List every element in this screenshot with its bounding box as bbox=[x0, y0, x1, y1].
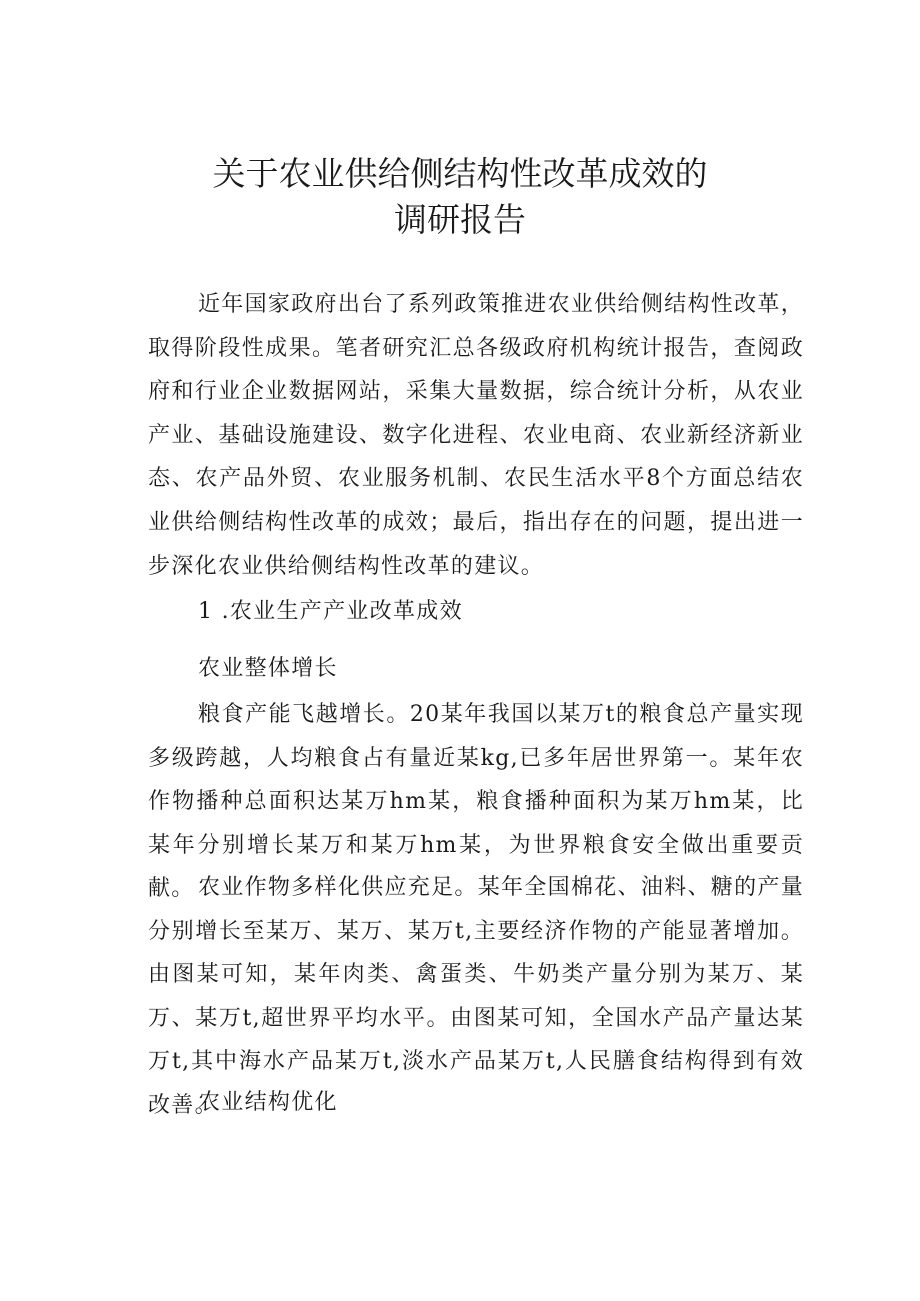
crop-diversity-paragraph: 农业作物多样化供应充足。某年全国棉花、油料、糖的产量分别增长至某万、某万、某万t,主要经济作物的产能显著增加。由图某可知，某年肉类、禽蛋类、牛奶类产量分别为某万、某万、某万t,超世界平均水平。由图某可知，全国水产品产量达某万t,其中海水产品某万t,淡水产品某万t,人民膳食结构得到有效改善。 bbox=[148, 875, 804, 1118]
grain-capacity-paragraph: 粮食产能飞越增长。20某年我国以某万t的粮食总产量实现多级跨越，人均粮食占有量近某kg,已多年居世界第一。某年农作物播种总面积达某万hm某，粮食播种面积为某万hm某，比某年分别增长某万和某万hm某，为世界粮食安全做出重要贡献。 bbox=[148, 702, 804, 902]
section-heading: 1 .农业生产产业改革成效 bbox=[198, 599, 463, 624]
subsection-heading-overall-growth: 农业整体增长 bbox=[198, 656, 338, 681]
subsection-heading-structure-optimization: 农业结构优化 bbox=[198, 1090, 338, 1115]
document-title-line-2: 调研报告 bbox=[394, 200, 526, 239]
intro-paragraph: 近年国家政府出台了系列政策推进农业供给侧结构性改革，取得阶段性成果。笔者研究汇总各级政府机构统计报告，查阅政府和行业企业数据网站，采集大量数据，综合统计分析，从农业产业、基础设施建设、数字化进程、农业电商、农业新经济新业态、农产品外贸、农业服务机制、农民生活水平8个方面总结农业供给侧结构性改革的成效；最后，指出存在的问题，提出进一步深化农业供给侧结构性改革的建议。 bbox=[148, 292, 804, 579]
document-title-line-1: 关于农业供给侧结构性改革成效的 bbox=[212, 154, 708, 193]
